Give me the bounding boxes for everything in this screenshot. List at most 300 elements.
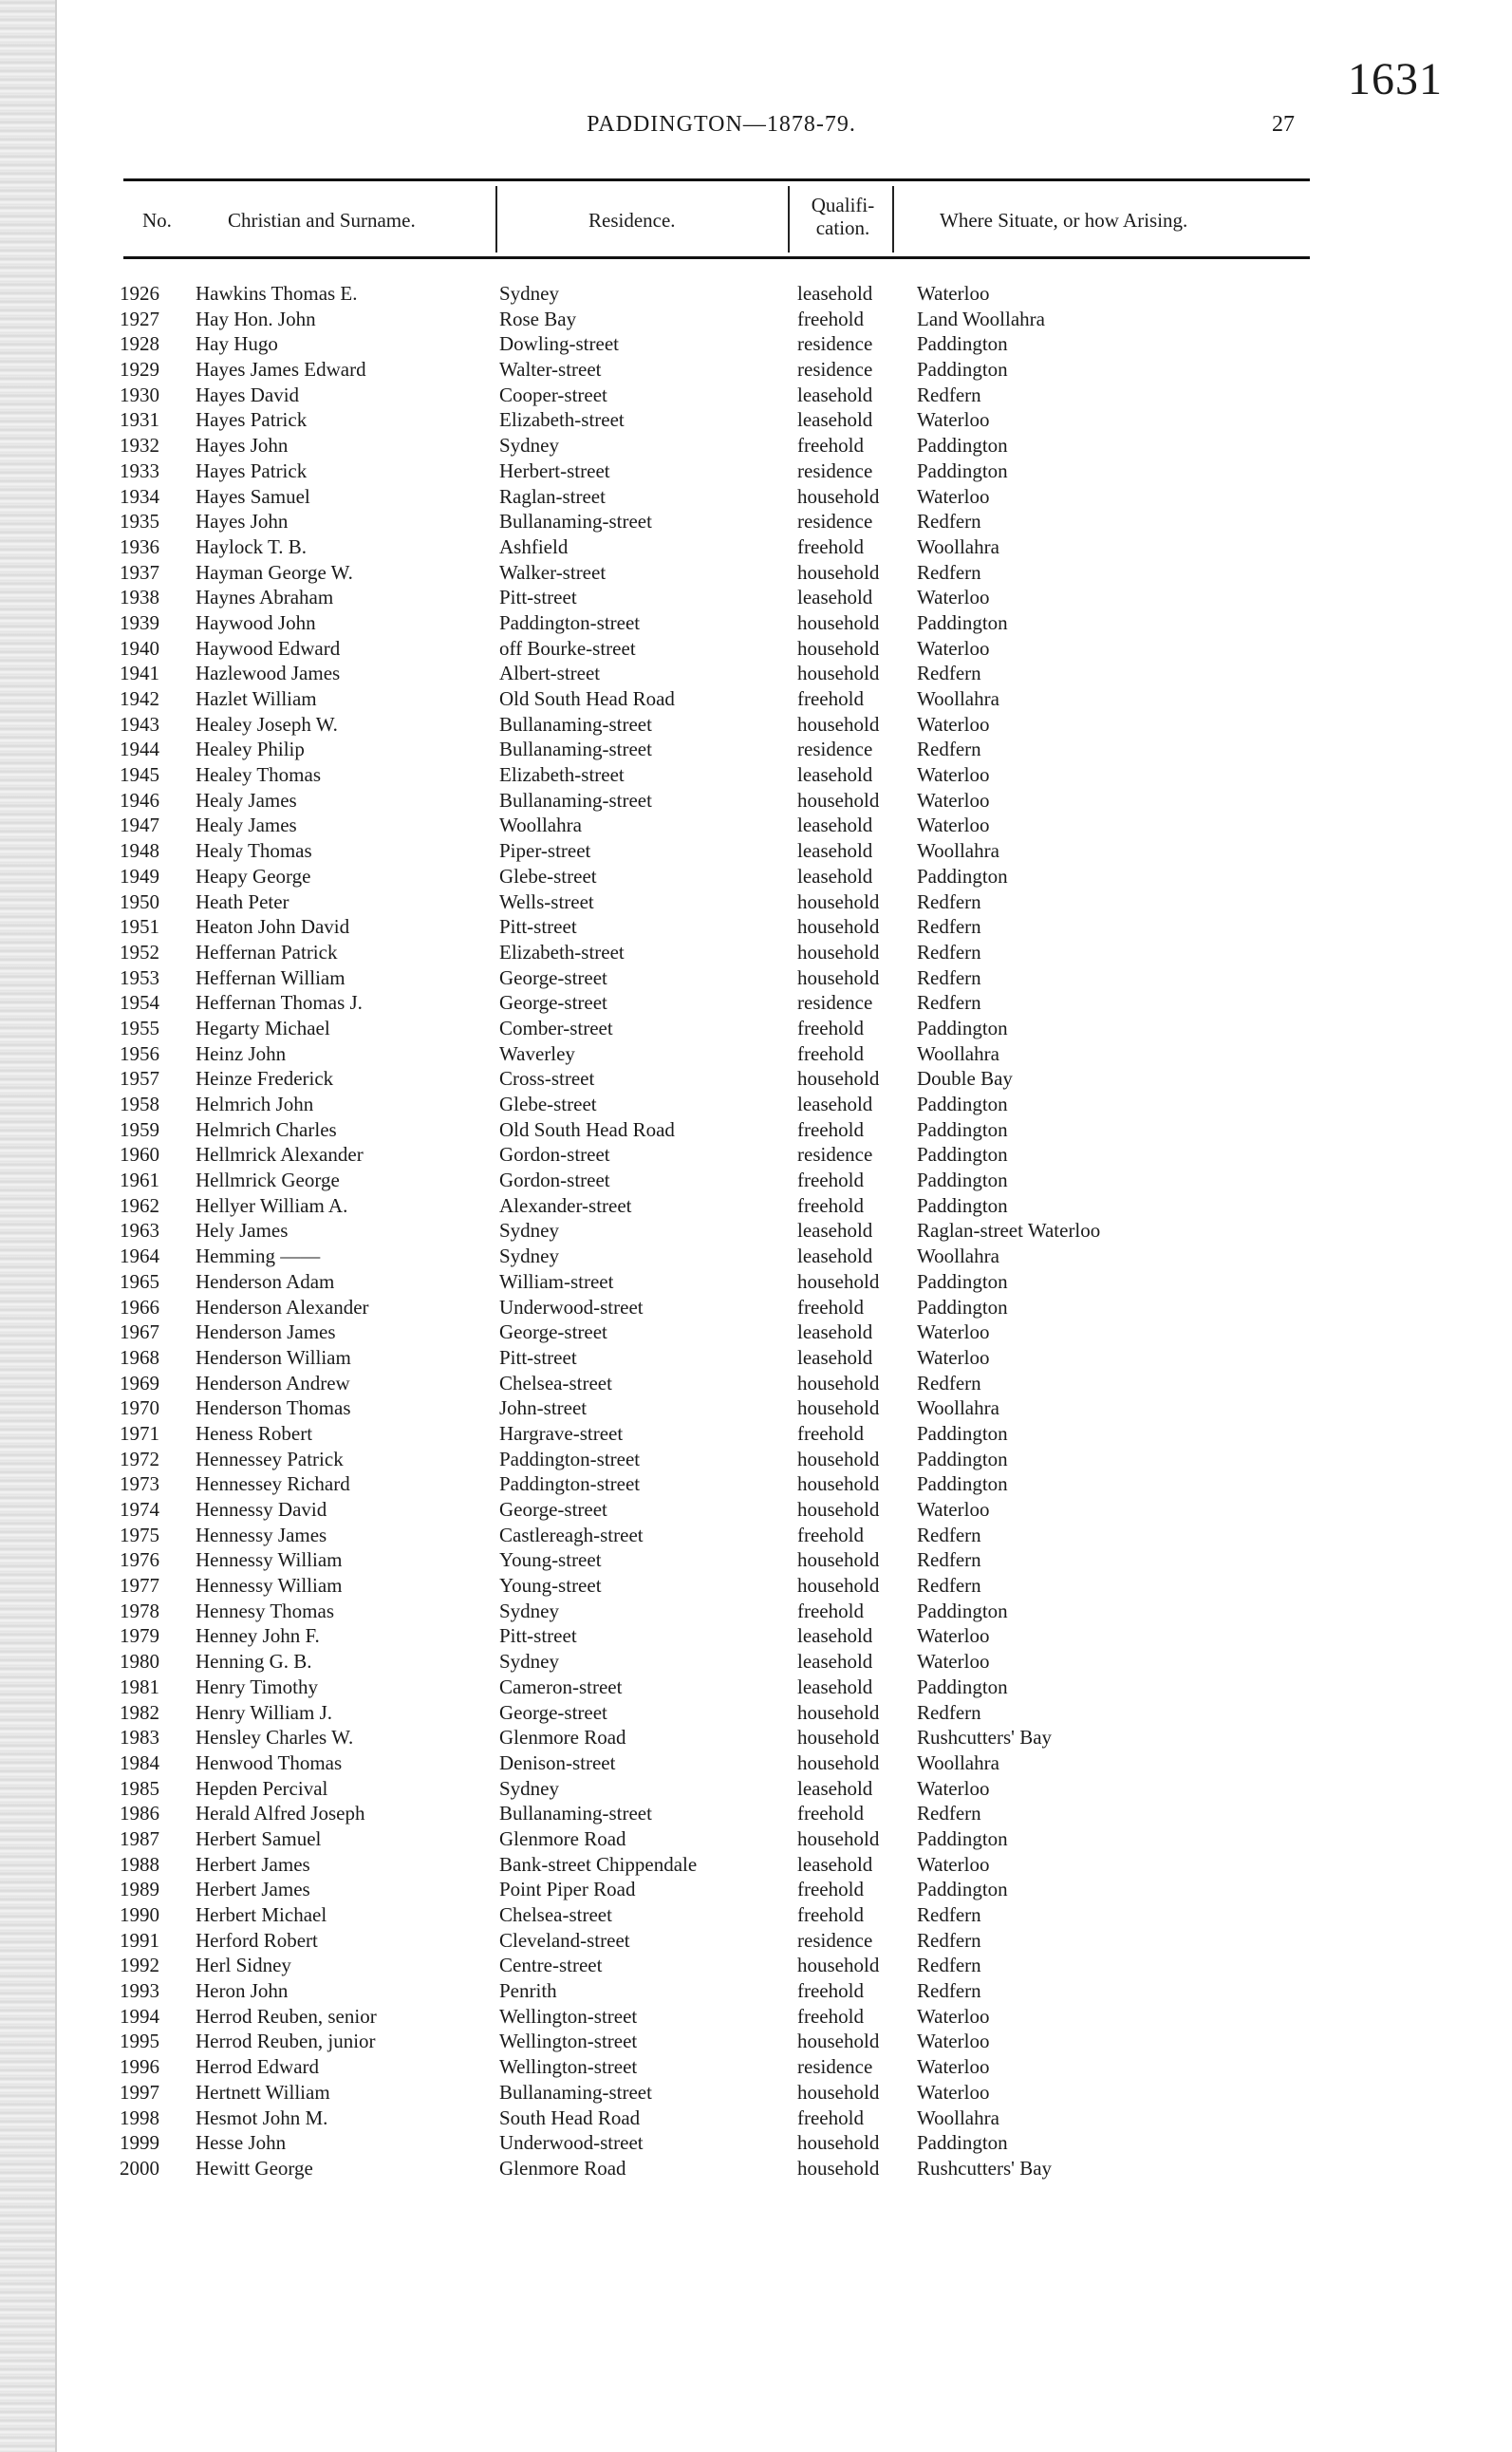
voter-name: Hennessy David xyxy=(196,1498,327,1521)
table-row xyxy=(120,585,1325,610)
qualification: residence xyxy=(797,991,873,1015)
residence: Wellington-street xyxy=(499,2030,638,2053)
entry-number: 1946 xyxy=(120,788,159,812)
entry-number: 1971 xyxy=(120,1421,159,1445)
voter-name: Hely James xyxy=(196,1219,289,1243)
where-situate: Rushcutters' Bay xyxy=(917,2156,1053,2180)
voter-name: Heaton John David xyxy=(196,915,350,939)
where-situate: Waterloo xyxy=(917,1345,990,1369)
qualification: freehold xyxy=(797,687,864,710)
qualification: household xyxy=(797,1067,880,1091)
residence: Cameron-street xyxy=(499,1675,623,1698)
where-situate: Redfern xyxy=(917,1371,981,1394)
entry-number: 1955 xyxy=(120,1016,159,1039)
qualification: household xyxy=(797,662,880,685)
voter-name: Hennessy William xyxy=(196,1548,343,1572)
where-situate: Waterloo xyxy=(917,484,990,508)
residence: Gordon-street xyxy=(499,1143,610,1167)
entry-number: 1967 xyxy=(120,1320,159,1344)
table-row xyxy=(120,357,1325,383)
where-situate: Redfern xyxy=(917,383,981,406)
where-situate: Waterloo xyxy=(917,2030,990,2053)
qualification: household xyxy=(797,1574,880,1598)
where-situate: Paddington xyxy=(917,1295,1008,1319)
entry-number: 1990 xyxy=(120,1903,159,1926)
residence: Pitt-street xyxy=(499,586,577,609)
voter-name: Hazlet William xyxy=(196,687,317,710)
table-row xyxy=(120,1244,1325,1269)
where-situate: Woollahra xyxy=(917,1245,999,1268)
qualification: household xyxy=(797,1472,880,1496)
voter-name: Hazlewood James xyxy=(196,662,341,685)
table-row xyxy=(120,965,1325,991)
entry-number: 1986 xyxy=(120,1802,159,1825)
residence: Glebe-street xyxy=(499,1093,597,1115)
voter-name: Heinze Frederick xyxy=(196,1067,334,1091)
entry-number: 1987 xyxy=(120,1826,159,1850)
table-row xyxy=(120,712,1325,738)
voter-name: Henderson James xyxy=(196,1320,336,1344)
table-row xyxy=(120,1471,1325,1497)
residence: Ashfield xyxy=(499,534,569,558)
where-situate: Waterloo xyxy=(917,1320,990,1344)
table-row xyxy=(120,1295,1325,1320)
where-situate: Waterloo xyxy=(917,586,990,609)
residence: Walker-street xyxy=(499,560,607,584)
entry-number: 2000 xyxy=(120,2156,159,2180)
residence: Point Piper Road xyxy=(499,1878,636,1901)
book-binding-edge xyxy=(0,0,57,2452)
entry-number: 1974 xyxy=(120,1498,159,1521)
table-row xyxy=(120,1523,1325,1548)
table-row xyxy=(120,1142,1325,1168)
where-situate: Rushcutters' Bay xyxy=(917,1726,1053,1750)
entry-number: 1975 xyxy=(120,1523,159,1546)
entry-number: 1937 xyxy=(120,560,159,584)
entry-number: 1939 xyxy=(120,610,159,634)
entry-number: 1982 xyxy=(120,1700,159,1724)
voter-name: Heffernan William xyxy=(196,965,345,989)
qualification: freehold xyxy=(797,434,864,458)
where-situate: Woollahra xyxy=(917,839,999,863)
column-header-residence: Residence. xyxy=(588,209,676,232)
table-row xyxy=(120,2106,1325,2131)
residence: Sydney xyxy=(499,282,559,305)
where-situate: Paddington xyxy=(917,1169,1008,1192)
qualification: residence xyxy=(797,738,873,761)
table-row xyxy=(120,1218,1325,1244)
residence: Paddington-street xyxy=(499,1472,641,1496)
where-situate: Woollahra xyxy=(917,2106,999,2129)
residence: Herbert-street xyxy=(499,459,610,482)
voter-name: Henderson Thomas xyxy=(196,1396,351,1420)
residence: Sydney xyxy=(499,1776,559,1800)
where-situate: Redfern xyxy=(917,1954,981,1977)
entry-number: 1968 xyxy=(120,1345,159,1369)
qualification: household xyxy=(797,1396,880,1420)
entry-number: 1949 xyxy=(120,864,159,888)
residence: Alexander-street xyxy=(499,1193,632,1217)
page-stamp-number: 1631 xyxy=(1348,54,1443,104)
where-situate: Paddington xyxy=(917,2131,1008,2155)
qualification: household xyxy=(797,940,880,964)
residence: Sydney xyxy=(499,1650,559,1674)
entry-number: 1926 xyxy=(120,282,159,305)
residence: Dowling-street xyxy=(499,332,619,356)
voter-name: Hegarty Michael xyxy=(196,1016,330,1039)
qualification: freehold xyxy=(797,1599,864,1622)
entry-number: 1980 xyxy=(120,1650,159,1674)
table-row xyxy=(120,2080,1325,2106)
table-row xyxy=(120,1599,1325,1624)
where-situate: Waterloo xyxy=(917,1498,990,1521)
residence: Bullanaming-street xyxy=(499,788,652,812)
table-row xyxy=(120,1700,1325,1726)
residence: Glenmore Road xyxy=(499,2156,626,2180)
where-situate: Paddington xyxy=(917,1117,1008,1141)
entry-number: 1960 xyxy=(120,1143,159,1167)
qualification: freehold xyxy=(797,534,864,558)
entry-number: 1953 xyxy=(120,965,159,989)
table-row xyxy=(120,889,1325,915)
entry-number: 1943 xyxy=(120,712,159,736)
qualification: freehold xyxy=(797,1169,864,1192)
where-situate: Paddington xyxy=(917,1675,1008,1698)
qualification: residence xyxy=(797,2055,873,2079)
where-situate: Redfern xyxy=(917,965,981,989)
table-row xyxy=(120,1066,1325,1092)
residence: Bank-street Chippendale xyxy=(499,1852,698,1876)
table-row xyxy=(120,1320,1325,1345)
qualification: household xyxy=(797,1548,880,1572)
table-row xyxy=(120,1041,1325,1067)
qualification: residence xyxy=(797,1928,873,1952)
where-situate: Redfern xyxy=(917,560,981,584)
entry-number: 1958 xyxy=(120,1093,159,1115)
qualification: household xyxy=(797,788,880,812)
table-row xyxy=(120,610,1325,636)
qualification: household xyxy=(797,712,880,736)
table-row xyxy=(120,459,1325,484)
voter-name: Hayes Patrick xyxy=(196,459,308,482)
where-situate: Paddington xyxy=(917,610,1008,634)
table-row xyxy=(120,1117,1325,1143)
voter-name: Healey Philip xyxy=(196,738,305,761)
where-situate: Woollahra xyxy=(917,1396,999,1420)
qualification: household xyxy=(797,1954,880,1977)
where-situate: Woollahra xyxy=(917,1750,999,1774)
voter-name: Hertnett William xyxy=(196,2080,330,2104)
qualification: leasehold xyxy=(797,1093,873,1115)
residence: Pitt-street xyxy=(499,1624,577,1648)
where-situate: Redfern xyxy=(917,662,981,685)
voter-name: Hellyer William A. xyxy=(196,1193,348,1217)
residence: Wellington-street xyxy=(499,2004,638,2028)
where-situate: Redfern xyxy=(917,1979,981,2003)
voter-name: Herbert James xyxy=(196,1878,310,1901)
voter-name: Heffernan Thomas J. xyxy=(196,991,363,1015)
where-situate: Redfern xyxy=(917,1802,981,1825)
residence: Sydney xyxy=(499,1245,559,1268)
entry-number: 1984 xyxy=(120,1750,159,1774)
residence: Paddington-street xyxy=(499,1447,641,1470)
residence: off Bourke-street xyxy=(499,636,636,660)
where-situate: Redfern xyxy=(917,510,981,533)
table-row xyxy=(120,2130,1325,2156)
entry-number: 1947 xyxy=(120,814,159,837)
voter-name: Haylock T. B. xyxy=(196,534,308,558)
residence: South Head Road xyxy=(499,2106,641,2129)
where-situate: Waterloo xyxy=(917,763,990,787)
residence: George-street xyxy=(499,965,607,989)
qualification: leasehold xyxy=(797,1219,873,1243)
residence: Albert-street xyxy=(499,662,601,685)
entry-number: 1950 xyxy=(120,889,159,913)
residence: Cooper-street xyxy=(499,383,607,406)
table-row xyxy=(120,307,1325,332)
table-row xyxy=(120,1776,1325,1802)
voter-name: Healy Thomas xyxy=(196,839,312,863)
entry-number: 1991 xyxy=(120,1928,159,1952)
voter-name: Henning G. B. xyxy=(196,1650,312,1674)
where-situate: Land Woollahra xyxy=(917,307,1045,330)
qualification: residence xyxy=(797,1143,873,1167)
table-row xyxy=(120,1902,1325,1928)
residence: Old South Head Road xyxy=(499,1117,675,1141)
table-row xyxy=(120,2156,1325,2181)
table-row xyxy=(120,1092,1325,1117)
qualification: residence xyxy=(797,358,873,382)
residence: Wellington-street xyxy=(499,2055,638,2079)
residence: Glebe-street xyxy=(499,864,597,888)
qualification: freehold xyxy=(797,1117,864,1141)
where-situate: Paddington xyxy=(917,1269,1008,1293)
qualification: leasehold xyxy=(797,814,873,837)
voter-name: Haywood Edward xyxy=(196,636,341,660)
residence: Bullanaming-street xyxy=(499,712,652,736)
voter-name: Hayes John xyxy=(196,434,289,458)
voter-name: Henry William J. xyxy=(196,1700,332,1724)
where-situate: Paddington xyxy=(917,1421,1008,1445)
voter-name: Heapy George xyxy=(196,864,311,888)
residence: Elizabeth-street xyxy=(499,763,625,787)
table-row xyxy=(120,1877,1325,1902)
entry-number: 1973 xyxy=(120,1472,159,1496)
voter-name: Hellmrick George xyxy=(196,1169,340,1192)
where-situate: Redfern xyxy=(917,940,981,964)
residence: Chelsea-street xyxy=(499,1371,612,1394)
column-header-qualification-line2: cation. xyxy=(815,216,870,239)
entry-number: 1931 xyxy=(120,408,159,432)
where-situate: Paddington xyxy=(917,332,1008,356)
where-situate: Double Bay xyxy=(917,1067,1013,1091)
table-row xyxy=(120,484,1325,510)
residence: Underwood-street xyxy=(499,2131,644,2155)
qualification: leasehold xyxy=(797,1650,873,1674)
table-row xyxy=(120,2029,1325,2054)
residence: Pitt-street xyxy=(499,1345,577,1369)
voter-name: Hennessey Patrick xyxy=(196,1447,344,1470)
voter-name: Herbert Samuel xyxy=(196,1826,322,1850)
voter-name: Henderson Adam xyxy=(196,1269,335,1293)
column-header-no: No. xyxy=(142,209,172,232)
table-row xyxy=(120,1371,1325,1396)
table-row xyxy=(120,864,1325,889)
table-row xyxy=(120,1725,1325,1750)
voter-name: Henry Timothy xyxy=(196,1675,318,1698)
voter-name: Hennessy William xyxy=(196,1574,343,1598)
qualification: household xyxy=(797,1371,880,1394)
qualification: freehold xyxy=(797,1979,864,2003)
residence: George-street xyxy=(499,1700,607,1724)
qualification: household xyxy=(797,2156,880,2180)
residence: Sydney xyxy=(499,434,559,458)
entry-number: 1956 xyxy=(120,1041,159,1065)
residence: George-street xyxy=(499,991,607,1015)
qualification: freehold xyxy=(797,1523,864,1546)
residence: Castlereagh-street xyxy=(499,1523,644,1546)
qualification: leasehold xyxy=(797,586,873,609)
table-row xyxy=(120,1016,1325,1041)
table-row xyxy=(120,433,1325,459)
qualification: household xyxy=(797,1750,880,1774)
qualification: freehold xyxy=(797,1421,864,1445)
table-row xyxy=(120,1497,1325,1523)
where-situate: Redfern xyxy=(917,1574,981,1598)
qualification: leasehold xyxy=(797,763,873,787)
voter-name: Heron John xyxy=(196,1979,289,2003)
entry-number: 1957 xyxy=(120,1067,159,1091)
where-situate: Waterloo xyxy=(917,814,990,837)
qualification: leasehold xyxy=(797,282,873,305)
entry-number: 1972 xyxy=(120,1447,159,1470)
residence: Bullanaming-street xyxy=(499,738,652,761)
table-row xyxy=(120,1573,1325,1599)
voter-name: Herl Sidney xyxy=(196,1954,291,1977)
entry-number: 1979 xyxy=(120,1624,159,1648)
voter-name: Haynes Abraham xyxy=(196,586,334,609)
qualification: household xyxy=(797,889,880,913)
qualification: household xyxy=(797,484,880,508)
header-rule-top xyxy=(123,178,1310,181)
where-situate: Redfern xyxy=(917,1700,981,1724)
table-row xyxy=(120,281,1325,307)
table-row xyxy=(120,661,1325,686)
where-situate: Redfern xyxy=(917,738,981,761)
where-situate: Redfern xyxy=(917,1523,981,1546)
table-row xyxy=(120,1750,1325,1776)
voter-name: Hayman George W. xyxy=(196,560,353,584)
entry-number: 1964 xyxy=(120,1245,159,1268)
entry-number: 1998 xyxy=(120,2106,159,2129)
entry-number: 1934 xyxy=(120,484,159,508)
qualification: freehold xyxy=(797,2106,864,2129)
entry-number: 1985 xyxy=(120,1776,159,1800)
residence: Hargrave-street xyxy=(499,1421,624,1445)
table-row xyxy=(120,1826,1325,1852)
qualification: household xyxy=(797,2080,880,2104)
table-row xyxy=(120,1928,1325,1954)
residence: Pitt-street xyxy=(499,915,577,939)
qualification: leasehold xyxy=(797,1345,873,1369)
entry-number: 1936 xyxy=(120,534,159,558)
table-row xyxy=(120,1395,1325,1421)
table-row xyxy=(120,1168,1325,1193)
qualification: residence xyxy=(797,510,873,533)
residence: Glenmore Road xyxy=(499,1726,626,1750)
residence: Old South Head Road xyxy=(499,687,675,710)
qualification: leasehold xyxy=(797,1776,873,1800)
table-row xyxy=(120,1649,1325,1675)
voter-name: Hennessy James xyxy=(196,1523,327,1546)
where-situate: Redfern xyxy=(917,915,981,939)
where-situate: Paddington xyxy=(917,864,1008,888)
residence: Rose Bay xyxy=(499,307,577,330)
entry-number: 1966 xyxy=(120,1295,159,1319)
residence: George-street xyxy=(499,1320,607,1344)
qualification: freehold xyxy=(797,1802,864,1825)
table-row xyxy=(120,914,1325,940)
table-row xyxy=(120,788,1325,814)
qualification: freehold xyxy=(797,1295,864,1319)
entry-number: 1989 xyxy=(120,1878,159,1901)
qualification: leasehold xyxy=(797,1675,873,1698)
where-situate: Paddington xyxy=(917,358,1008,382)
entry-number: 1938 xyxy=(120,586,159,609)
entry-number: 1951 xyxy=(120,915,159,939)
qualification: leasehold xyxy=(797,383,873,406)
table-row xyxy=(120,990,1325,1016)
entry-number: 1992 xyxy=(120,1954,159,1977)
entry-number: 1952 xyxy=(120,940,159,964)
where-situate: Waterloo xyxy=(917,2080,990,2104)
column-divider xyxy=(495,186,497,253)
residence: Cleveland-street xyxy=(499,1928,630,1952)
where-situate: Redfern xyxy=(917,991,981,1015)
voter-name: Hesse John xyxy=(196,2131,287,2155)
table-row xyxy=(120,331,1325,357)
qualification: residence xyxy=(797,459,873,482)
residence: Denison-street xyxy=(499,1750,616,1774)
residence: Walter-street xyxy=(499,358,602,382)
voter-name: Healey Joseph W. xyxy=(196,712,338,736)
entry-number: 1994 xyxy=(120,2004,159,2028)
table-row xyxy=(120,762,1325,788)
table-row xyxy=(120,1269,1325,1295)
residence: Woollahra xyxy=(499,814,582,837)
voter-name: Heinz John xyxy=(196,1041,287,1065)
entry-number: 1996 xyxy=(120,2055,159,2079)
qualification: freehold xyxy=(797,1193,864,1217)
electoral-roll-table xyxy=(120,281,1325,2181)
where-situate: Waterloo xyxy=(917,1624,990,1648)
entry-number: 1962 xyxy=(120,1193,159,1217)
entry-number: 1999 xyxy=(120,2131,159,2155)
entry-number: 1935 xyxy=(120,510,159,533)
voter-name: Healy James xyxy=(196,788,297,812)
table-row xyxy=(120,534,1325,560)
table-row xyxy=(120,1447,1325,1472)
voter-name: Hay Hugo xyxy=(196,332,278,356)
where-situate: Woollahra xyxy=(917,534,999,558)
residence: Cross-street xyxy=(499,1067,595,1091)
where-situate: Waterloo xyxy=(917,282,990,305)
qualification: household xyxy=(797,1269,880,1293)
qualification: freehold xyxy=(797,2004,864,2028)
entry-number: 1945 xyxy=(120,763,159,787)
entry-number: 1983 xyxy=(120,1726,159,1750)
qualification: household xyxy=(797,965,880,989)
